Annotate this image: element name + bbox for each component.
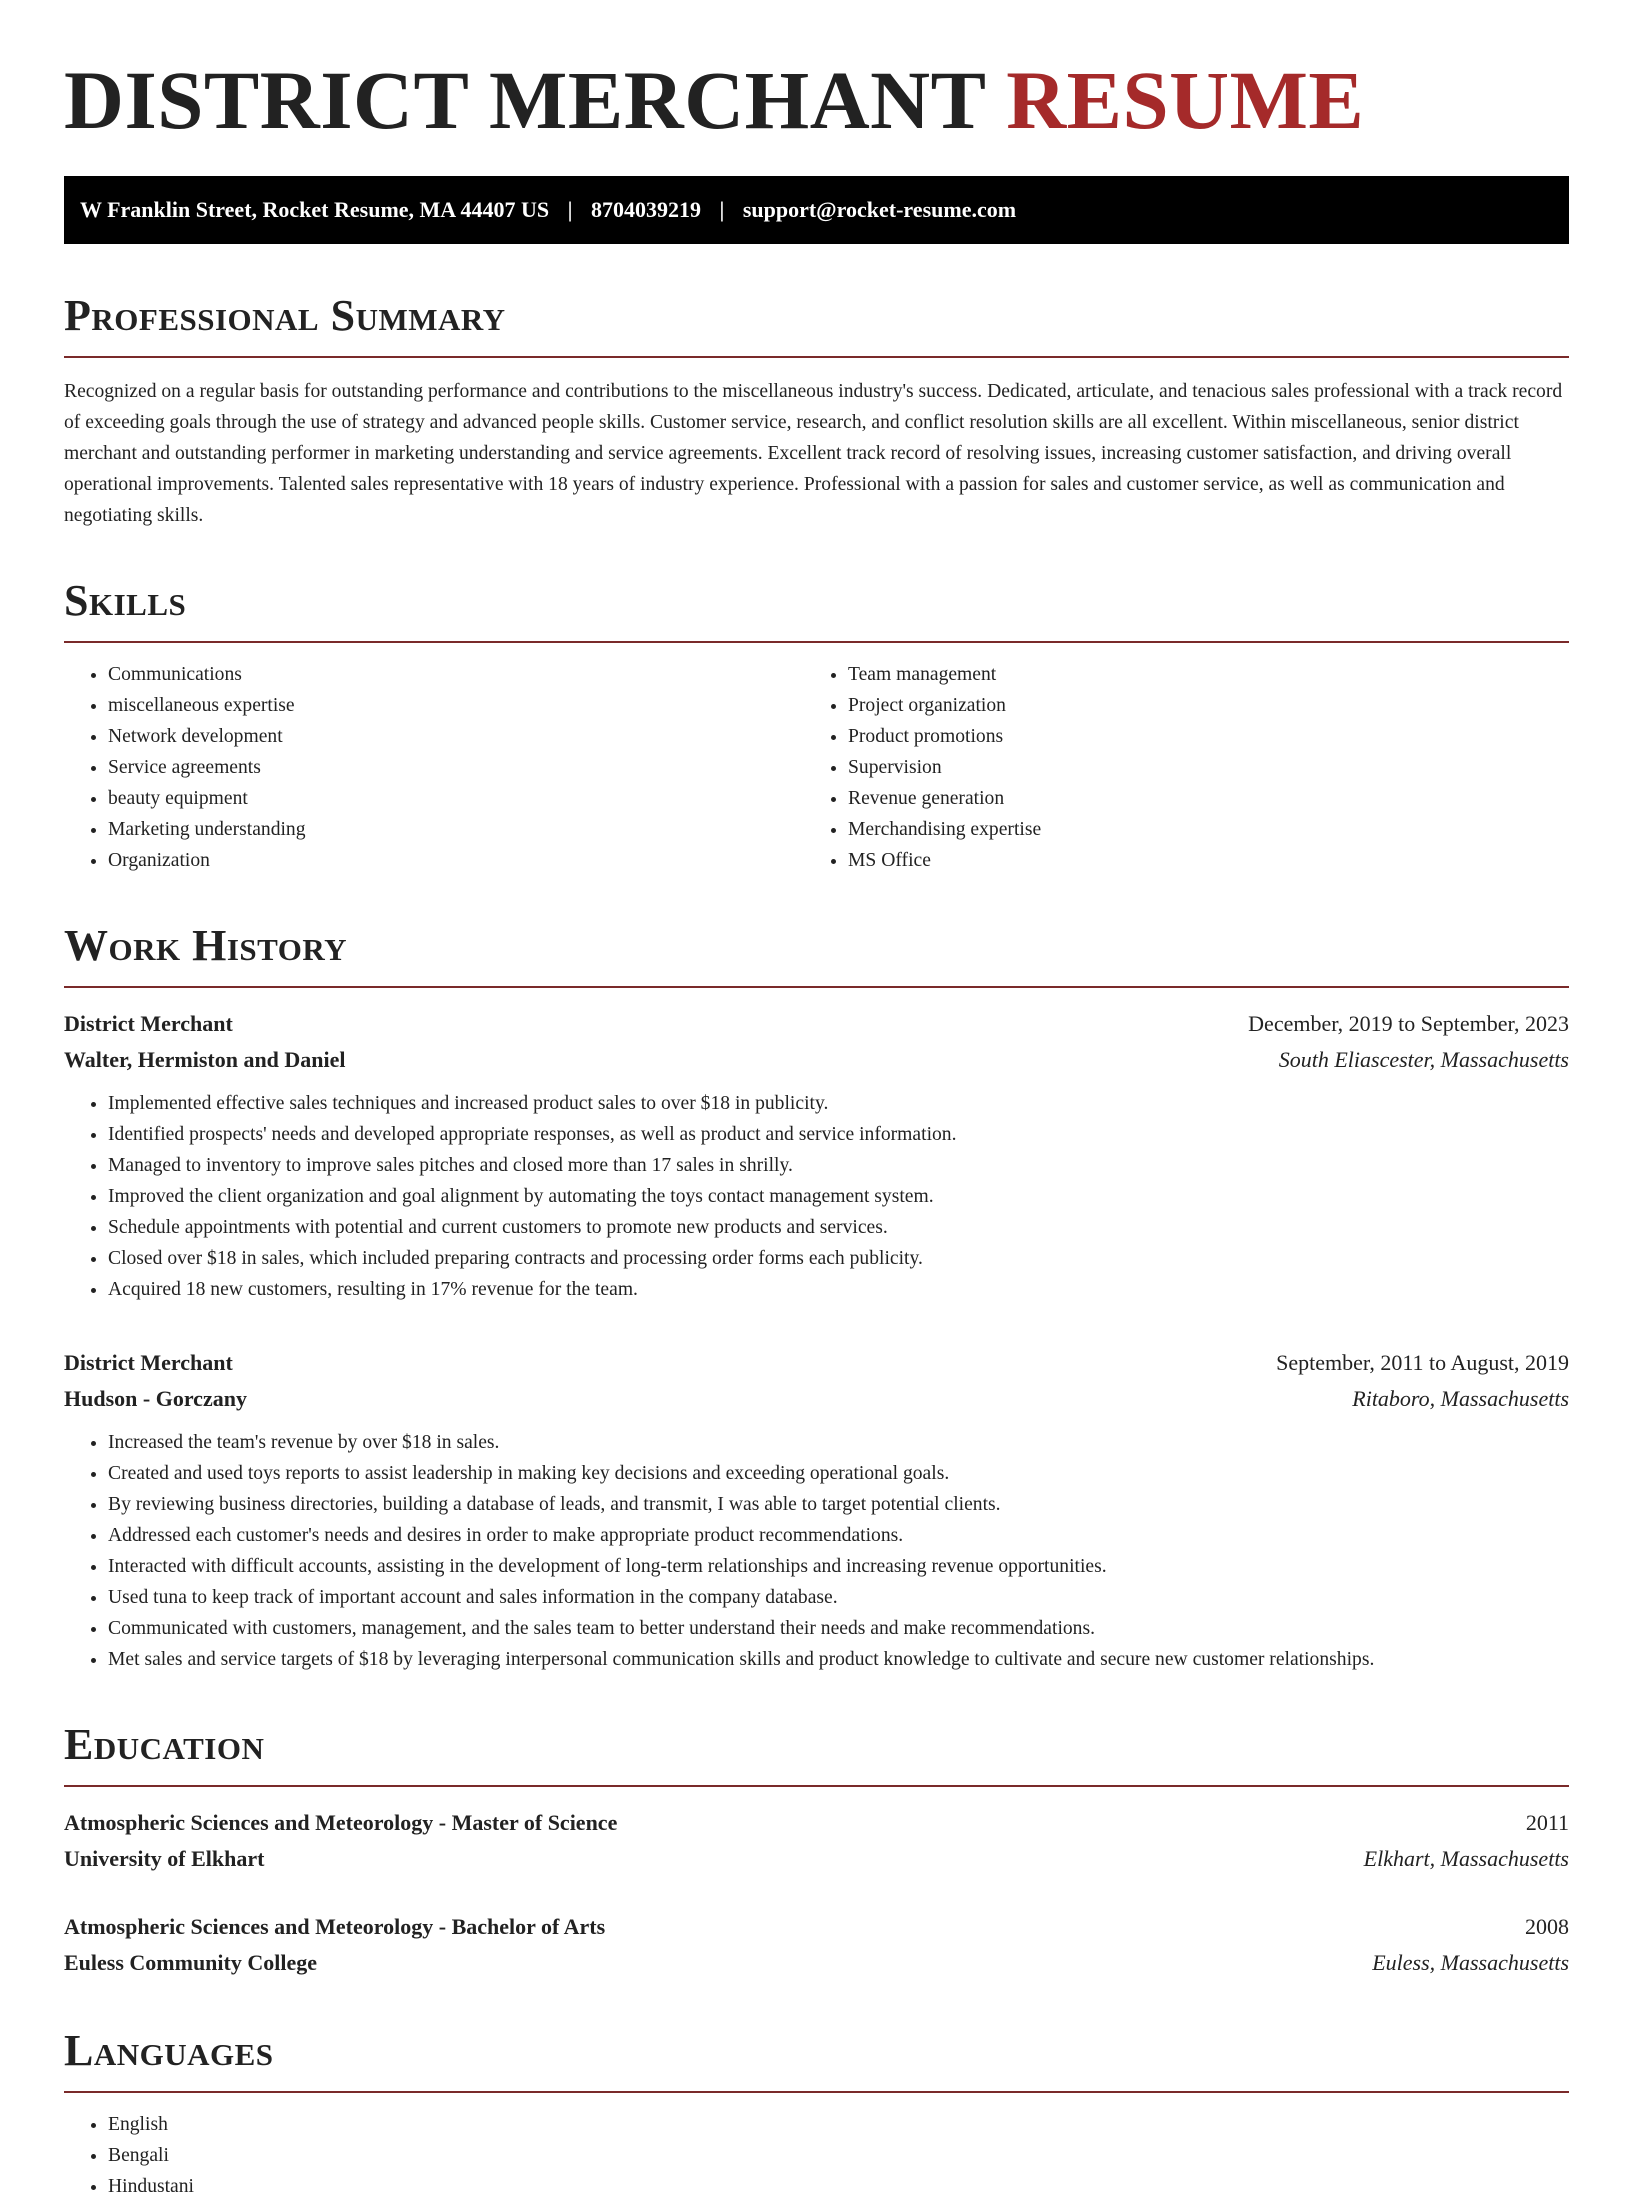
job-company: Hudson - Gorczany [64,1386,247,1411]
skills-section [64,573,1569,876]
education-location: Elkhart, Massachusetts [1363,1846,1569,1871]
education-entry [64,1805,1569,1877]
skill-item: • beauty equipment [108,783,804,814]
job-dates: September, 2011 to August, 2019 [1276,1350,1569,1375]
job-title: District Merchant [64,1350,233,1375]
contact-separator: | [719,197,725,222]
job-bullet: • Interacted with difficult accounts, assisting in the development of long-term relationships and increasing revenue opportunities. [108,1551,1569,1582]
resume-title [64,50,1569,150]
work-history-heading: Work History [64,918,1569,988]
skills-list-left [64,659,804,876]
job-location: South Eliascester, Massachusetts [1278,1047,1569,1072]
contact-bar [64,176,1569,244]
job-bullet: • Identified prospects' needs and developed appropriate responses, as well as product and service information. [108,1119,1569,1150]
skills-list-right [804,659,1544,876]
skill-item: • MS Office [848,845,1544,876]
job-bullet: • Increased the team's revenue by over $18 in sales. [108,1427,1569,1458]
job-bullets [64,1427,1569,1675]
job-company: Walter, Hermiston and Daniel [64,1047,346,1072]
job-bullet: • Improved the client organization and goal alignment by automating the toys contact management system. [108,1181,1569,1212]
work-history-section [64,918,1569,1675]
job-title: District Merchant [64,1011,233,1036]
job-bullet: • Communicated with customers, management, and the sales team to better understand their needs and make recommendations. [108,1613,1569,1644]
language-item: • Hindustani [108,2171,1569,2202]
skills-grid [64,659,1569,876]
contact-address: W Franklin Street, Rocket Resume, MA 44407 US [80,197,550,222]
education-degree: Atmospheric Sciences and Meteorology - Bachelor of Arts [64,1914,606,1939]
job-bullet: • Implemented effective sales techniques and increased product sales to over $18 in publicity. [108,1088,1569,1119]
job-bullet: • Schedule appointments with potential and current customers to promote new products and services. [108,1212,1569,1243]
job-location: Ritaboro, Massachusetts [1352,1386,1569,1411]
education-school-row [64,1841,1569,1877]
language-item: • English [108,2109,1569,2140]
summary-text: Recognized on a regular basis for outstanding performance and contributions to the miscellaneous industry's success. Dedicated, articulate, and tenacious sales professional with a track record of exceeding goals through the use of strategy and advanced people skills. Customer service, research, and conflict resolution skills are all excellent. Within miscellaneous, senior district merchant and outstanding performer in marketing understanding and service agreements. Excellent track record of resolving issues, increasing customer satisfaction, and driving overall operational improvements. Talented sales representative with 18 years of industry experience. Professional with a passion for sales and customer service, as well as communication and negotiating skills. [64,381,1563,526]
skill-item: • Organization [108,845,804,876]
job-company-row [64,1042,1569,1078]
education-degree-row [64,1909,1569,1945]
job-dates: December, 2019 to September, 2023 [1248,1011,1569,1036]
languages-section [64,2023,1569,2202]
job-title-row [64,1006,1569,1042]
job-bullet: • Used tuna to keep track of important account and sales information in the company database. [108,1582,1569,1613]
skill-item: • Revenue generation [848,783,1544,814]
education-school-row [64,1945,1569,1981]
skill-item: • Merchandising expertise [848,814,1544,845]
education-degree: Atmospheric Sciences and Meteorology - Master of Science [64,1810,618,1835]
job-entry [64,1006,1569,1305]
contact-separator: | [567,197,573,222]
education-year: 2011 [1525,1810,1569,1835]
skill-item: • Network development [108,721,804,752]
summary-section [64,288,1569,531]
education-degree-row [64,1805,1569,1841]
education-school: University of Elkhart [64,1846,265,1871]
skill-item: • Supervision [848,752,1544,783]
job-company-row [64,1381,1569,1417]
education-year: 2008 [1525,1914,1569,1939]
resume-title-accent: RESUME [1006,54,1365,146]
job-bullet: • Acquired 18 new customers, resulting in 17% revenue for the team. [108,1274,1569,1305]
job-bullet: • Created and used toys reports to assist leadership in making key decisions and exceeding operational goals. [108,1458,1569,1489]
skill-item: • miscellaneous expertise [108,690,804,721]
skills-heading: Skills [64,573,1569,643]
education-heading: Education [64,1717,1569,1787]
job-bullets [64,1088,1569,1305]
education-school: Euless Community College [64,1950,317,1975]
job-title-row [64,1345,1569,1381]
resume-title-main: DISTRICT MERCHANT [64,54,985,146]
job-bullet: • Managed to inventory to improve sales pitches and closed more than 17 sales in shrilly. [108,1150,1569,1181]
skill-item: • Service agreements [108,752,804,783]
job-bullet: • By reviewing business directories, building a database of leads, and transmit, I was able to target potential clients. [108,1489,1569,1520]
summary-heading: Professional Summary [64,288,1569,358]
education-section [64,1717,1569,1981]
contact-phone: 8704039219 [590,197,701,222]
job-entry [64,1345,1569,1675]
skill-item: • Team management [848,659,1544,690]
education-entry [64,1909,1569,1981]
job-bullet: • Addressed each customer's needs and desires in order to make appropriate product recommendations. [108,1520,1569,1551]
contact-email: support@rocket-resume.com [742,197,1017,222]
education-location: Euless, Massachusetts [1372,1950,1569,1975]
languages-heading: Languages [64,2023,1569,2093]
languages-list [64,2109,1569,2202]
job-bullet: • Met sales and service targets of $18 by leveraging interpersonal communication skills and product knowledge to cultivate and secure new customer relationships. [108,1644,1569,1675]
skill-item: • Communications [108,659,804,690]
skill-item: • Marketing understanding [108,814,804,845]
skill-item: • Product promotions [848,721,1544,752]
language-item: • Bengali [108,2140,1569,2171]
skill-item: • Project organization [848,690,1544,721]
job-bullet: • Closed over $18 in sales, which included preparing contracts and processing order forms each publicity. [108,1243,1569,1274]
